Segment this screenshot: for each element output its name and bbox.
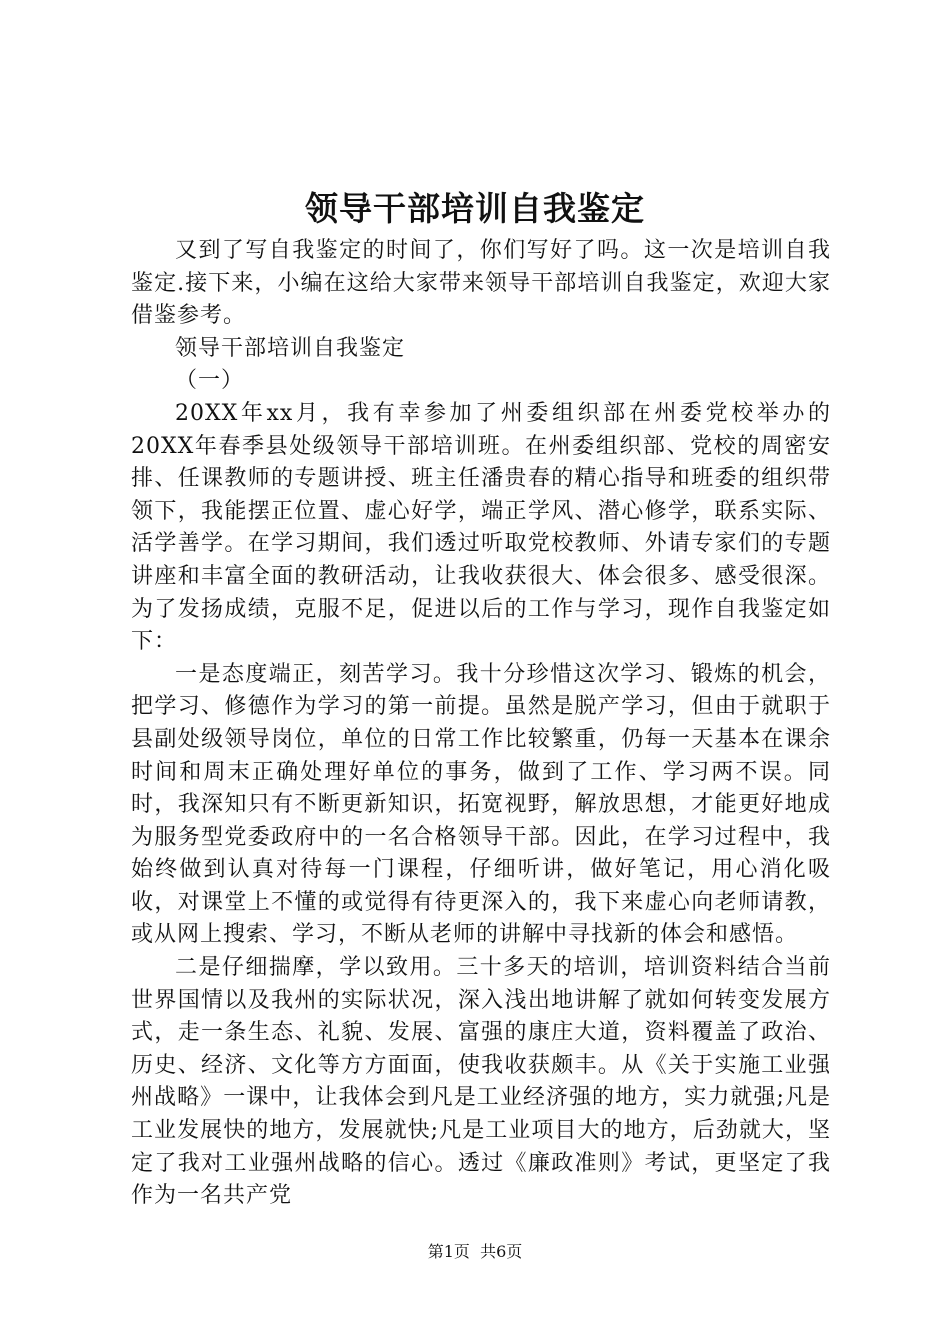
section-heading: 领导干部培训自我鉴定 <box>175 335 406 361</box>
section-number: （一） <box>175 368 245 394</box>
page-total: 共6页 <box>480 1242 523 1261</box>
intro-paragraph: 又到了写自我鉴定的时间了，你们写好了吗。这一次是培训自我鉴定.接下来，小编在这给大家带来领导干部培训自我鉴定，欢迎大家借鉴参考。 <box>131 238 831 329</box>
body-paragraph: 二是仔细揣摩，学以致用。三十多天的培训，培训资料结合当前世界国情以及我州的实际状况，深入浅出地讲解了就如何转变发展方式，走一条生态、礼貌、发展、富强的康庄大道，资料覆盖了政治、历史、经济、文化等方方面面，使我收获颇丰。从《关于实施工业强州战略》一课中，让我体会到凡是工业经济强的地方，实力就强;凡是工业发展快的地方，发展就快;凡是工业项目大的地方，后劲就大，坚定了我对工业强州战略的信心。透过《廉政准则》考试，更坚定了我作为一名共产党 <box>131 955 831 1209</box>
body-paragraph: 一是态度端正，刻苦学习。我十分珍惜这次学习、锻炼的机会，把学习、修德作为学习的第一前提。虽然是脱产学习，但由于就职于县副处级领导岗位，单位的日常工作比较繁重，仍每一天基本在课余时间和周末正确处理好单位的事务，做到了工作、学习两不误。同时，我深知只有不断更新知识，拓宽视野，解放思想，才能更好地成为服务型党委政府中的一名合格领导干部。因此，在学习过程中，我始终做到认真对待每一门课程，仔细听讲，做好笔记，用心消化吸收，对课堂上不懂的或觉得有待更深入的，我下来虚心向老师请教，或从网上搜索、学习，不断从老师的讲解中寻找新的体会和感悟。 <box>131 661 831 948</box>
document-body <box>131 235 831 1213</box>
body-paragraph: 20XX年xx月，我有幸参加了州委组织部在州委党校举办的20XX年春季县处级领导干部培训班。在州委组织部、党校的周密安排、任课教师的专题讲授、班主任潘贵春的精心指导和班委的组织带领下，我能摆正位置、虚心好学，端正学风、潜心修学，联系实际、活学善学。在学习期间，我们透过听取党校教师、外请专家们的专题讲座和丰富全面的教研活动，让我收获很大、体会很多、感受很深。为了发扬成绩，克服不足，促进以后的工作与学习，现作自我鉴定如下： <box>131 400 831 655</box>
document-title: 领导干部培训自我鉴定 <box>305 189 645 228</box>
page-number: 第1页 <box>427 1242 470 1261</box>
page-footer <box>0 1242 950 1262</box>
